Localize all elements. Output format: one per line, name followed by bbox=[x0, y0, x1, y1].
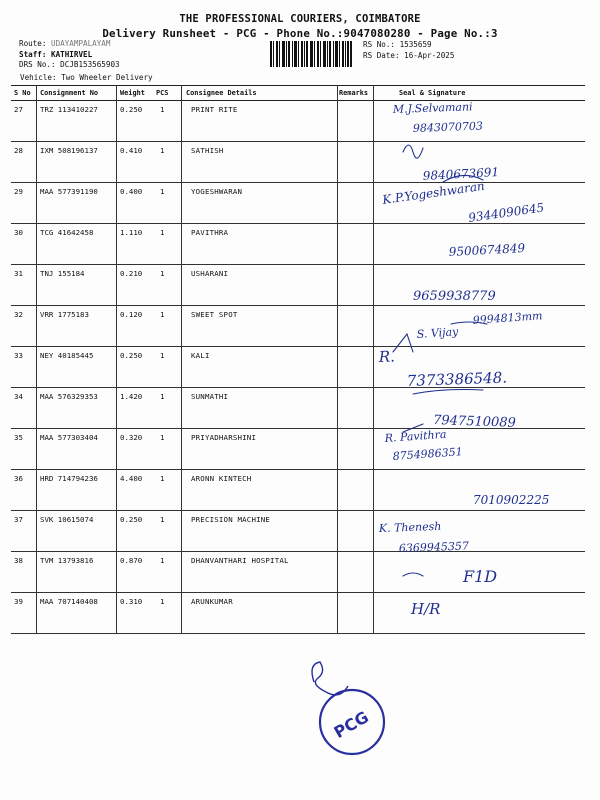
weight-cell: 0.400 bbox=[120, 187, 143, 196]
col-pcs: PCS bbox=[156, 89, 169, 97]
consignee-cell: ARUNKUMAR bbox=[191, 597, 233, 606]
consignment-cell: IXM 508196137 bbox=[40, 146, 98, 155]
consignee-cell: KALI bbox=[191, 351, 210, 360]
weight-cell: 1.420 bbox=[120, 392, 143, 401]
signature-name: M.J.Selvamani bbox=[392, 100, 473, 116]
meta-right bbox=[363, 40, 454, 61]
signature-phone: H/R bbox=[411, 600, 441, 618]
pcs-cell: 1 bbox=[160, 556, 165, 565]
rs-date-line bbox=[363, 51, 454, 62]
consignee-cell: SUNMATHI bbox=[191, 392, 229, 401]
sno-cell: 35 bbox=[14, 433, 23, 442]
consignment-cell: NEY 40185445 bbox=[40, 351, 94, 360]
consignment-cell: TRZ 113410227 bbox=[40, 105, 98, 114]
col-seal: Seal & Signature bbox=[399, 89, 466, 97]
consignment-cell: MAA 707140408 bbox=[40, 597, 98, 606]
pcs-cell: 1 bbox=[160, 433, 165, 442]
consignment-cell: MAA 577391190 bbox=[40, 187, 98, 196]
staff-label: Staff: bbox=[19, 49, 47, 59]
sno-cell: 32 bbox=[14, 310, 23, 319]
rs-date-label: RS Date: bbox=[363, 50, 400, 60]
route-label: Route: bbox=[19, 39, 47, 48]
drs-value: DCJB153565903 bbox=[60, 60, 120, 69]
vehicle-line: Vehicle: Two Wheeler Delivery bbox=[20, 73, 153, 82]
sno-cell: 38 bbox=[14, 556, 23, 565]
signature-name: K. Thenesh bbox=[378, 519, 442, 535]
weight-cell: 4.400 bbox=[120, 474, 143, 483]
signature-phone: 9840673691 bbox=[422, 165, 500, 183]
weight-cell: 1.110 bbox=[120, 228, 143, 237]
signature-name: R. bbox=[378, 347, 396, 366]
sno-cell: 28 bbox=[14, 146, 23, 155]
rs-no-line bbox=[363, 40, 454, 51]
weight-cell: 0.250 bbox=[120, 105, 143, 114]
weight-cell: 0.320 bbox=[120, 433, 143, 442]
drs-line bbox=[19, 60, 120, 71]
signature-phone: 9344090645 bbox=[467, 200, 546, 225]
col-sno: S No bbox=[14, 89, 31, 97]
pcs-cell: 1 bbox=[160, 474, 165, 483]
pcg-stamp bbox=[300, 660, 395, 760]
consignment-cell: TCG 41642458 bbox=[40, 228, 94, 237]
pcs-cell: 1 bbox=[160, 269, 165, 278]
weight-cell: 0.210 bbox=[120, 269, 143, 278]
signature-name: R. Pavithra bbox=[384, 427, 447, 445]
pcs-cell: 1 bbox=[160, 146, 165, 155]
rs-date-value: 16-Apr-2025 bbox=[404, 50, 455, 60]
sno-cell: 31 bbox=[14, 269, 23, 278]
sno-cell: 39 bbox=[14, 597, 23, 606]
rs-no-label: RS No.: bbox=[363, 40, 396, 49]
signature-phone: 6369945357 bbox=[398, 539, 470, 555]
route-value: UDAYAMPALAYAM bbox=[51, 39, 111, 48]
staff-value: KATHIRVEL bbox=[51, 49, 93, 59]
consignee-cell: PRECISION MACHINE bbox=[191, 515, 271, 524]
sno-cell: 37 bbox=[14, 515, 23, 524]
signature-phone: F1D bbox=[463, 567, 498, 586]
signature-phone: 9659938779 bbox=[413, 289, 496, 304]
consignee-cell: PRIYADHARSHINI bbox=[191, 433, 257, 442]
weight-cell: 0.250 bbox=[120, 515, 143, 524]
col-consignment: Consignment No bbox=[40, 89, 99, 97]
route-line bbox=[19, 39, 120, 50]
meta-left bbox=[19, 39, 120, 71]
signature-phone: 9843070703 bbox=[412, 119, 484, 135]
consignment-cell: HRD 714794236 bbox=[40, 474, 98, 483]
runsheet-subtitle: Delivery Runsheet - PCG - Phone No.:9047080280 - Page No.:3 bbox=[102, 27, 498, 40]
signature-phone: 7373386548. bbox=[406, 368, 508, 390]
consignment-cell: MAA 576329353 bbox=[40, 392, 98, 401]
signature-area bbox=[373, 86, 585, 632]
col-consignee: Consignee Details bbox=[186, 89, 257, 97]
pcs-cell: 1 bbox=[160, 187, 165, 196]
weight-cell: 0.120 bbox=[120, 310, 143, 319]
signature-phone: 9500674849 bbox=[448, 241, 526, 259]
weight-cell: 0.410 bbox=[120, 146, 143, 155]
signature-phone: 7947510089 bbox=[432, 413, 517, 431]
signature-name: K.P.Yogeshwaran bbox=[381, 178, 486, 207]
consignee-cell: YOGESHWARAN bbox=[191, 187, 243, 196]
consignee-cell: PRINT RITE bbox=[191, 105, 238, 114]
pcs-cell: 1 bbox=[160, 597, 165, 606]
consignment-cell: SVK 10615074 bbox=[40, 515, 94, 524]
sno-cell: 27 bbox=[14, 105, 23, 114]
pcs-cell: 1 bbox=[160, 105, 165, 114]
consignment-cell: TNJ 155184 bbox=[40, 269, 85, 278]
weight-cell: 0.250 bbox=[120, 351, 143, 360]
sno-cell: 30 bbox=[14, 228, 23, 237]
sno-cell: 34 bbox=[14, 392, 23, 401]
staff-line bbox=[19, 50, 120, 61]
company-title: THE PROFESSIONAL COURIERS, COIMBATORE bbox=[179, 13, 421, 25]
signature-name: S. Vijay bbox=[416, 325, 459, 341]
drs-label: DRS No.: bbox=[19, 60, 56, 69]
consignee-cell: SATHISH bbox=[191, 146, 224, 155]
consignee-cell: PAVITHRA bbox=[191, 228, 229, 237]
weight-cell: 0.310 bbox=[120, 597, 143, 606]
consignment-cell: MAA 577303404 bbox=[40, 433, 98, 442]
consignee-cell: DHANVANTHARI HOSPITAL bbox=[191, 556, 289, 565]
pcs-cell: 1 bbox=[160, 351, 165, 360]
stamp-text: PCG bbox=[330, 707, 372, 743]
signature-phone: 7010902225 bbox=[473, 493, 550, 507]
consignee-cell: ARONN KINTECH bbox=[191, 474, 252, 483]
rs-no-value: 1535659 bbox=[399, 40, 432, 49]
pcs-cell: 1 bbox=[160, 515, 165, 524]
signature-phone: 8754986351 bbox=[392, 445, 464, 463]
pcs-cell: 1 bbox=[160, 228, 165, 237]
consignee-cell: SWEET SPOT bbox=[191, 310, 238, 319]
consignment-cell: VRR 1775183 bbox=[40, 310, 89, 319]
sno-cell: 29 bbox=[14, 187, 23, 196]
sno-cell: 33 bbox=[14, 351, 23, 360]
col-remarks: Remarks bbox=[339, 89, 369, 97]
consignment-cell: TVM 13793816 bbox=[40, 556, 94, 565]
weight-cell: 0.870 bbox=[120, 556, 143, 565]
consignee-cell: USHARANI bbox=[191, 269, 229, 278]
signature-phone: 9994813mm bbox=[472, 309, 543, 327]
pcs-cell: 1 bbox=[160, 310, 165, 319]
barcode bbox=[270, 41, 352, 67]
pcs-cell: 1 bbox=[160, 392, 165, 401]
col-weight: Weight bbox=[120, 89, 145, 97]
sno-cell: 36 bbox=[14, 474, 23, 483]
